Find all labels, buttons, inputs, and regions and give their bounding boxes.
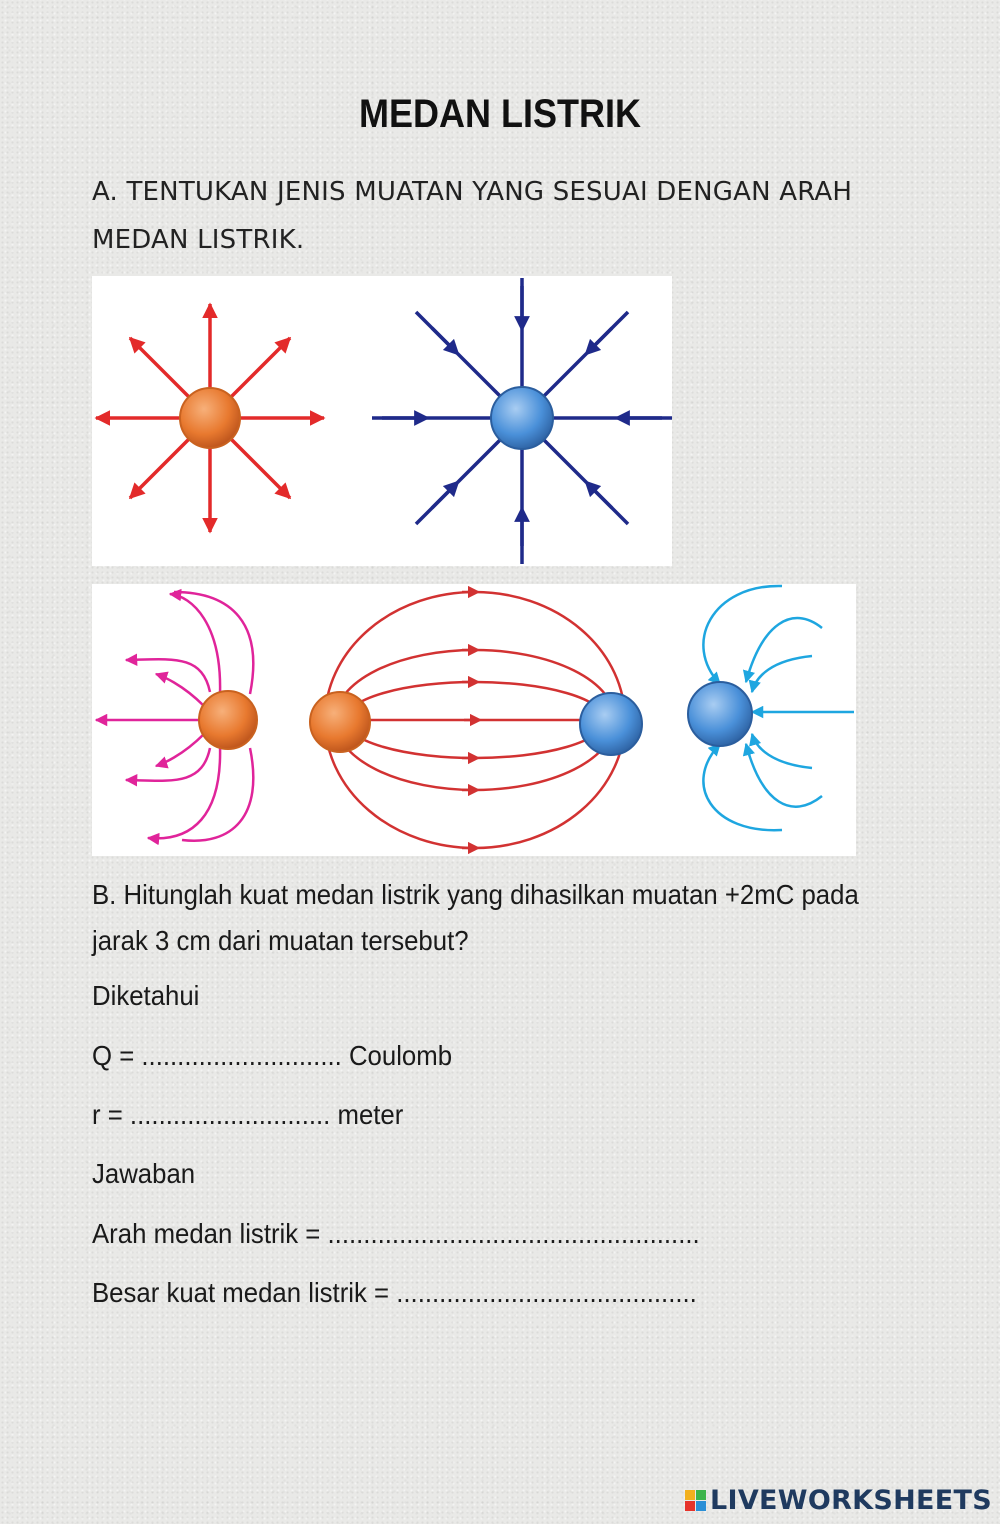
magenta-positive-charge (199, 691, 257, 749)
figure-single-charges (92, 276, 672, 566)
logo-square-2 (696, 1490, 706, 1500)
q-answer-line: Q = ............................ Coulomb (92, 1040, 453, 1071)
dipole-negative-charge (580, 693, 642, 755)
section-a-instruction: A. TENTUKAN JENIS MUATAN YANG SESUAI DENGAN ARAH MEDAN LISTRIK. (92, 177, 853, 255)
question-b: B. Hitunglah kuat medan listrik yang dihasilkan muatan +2mC pada jarak 3 cm dari muatan tersebut? (92, 879, 859, 956)
liveworksheets-logo[interactable] (685, 1480, 992, 1520)
page-title: MEDAN LISTRIK (358, 92, 641, 136)
r-answer-line: r = ............................ meter (92, 1099, 404, 1130)
besar-answer-line: Besar kuat medan listrik = .......................................... (92, 1277, 697, 1308)
dipole-positive-charge (310, 692, 370, 752)
logo-square-4 (696, 1501, 706, 1511)
positive-charge (180, 388, 240, 448)
diketahui-label: Diketahui (92, 980, 200, 1011)
negative-charge (491, 387, 553, 449)
logo-square-3 (685, 1501, 695, 1511)
logo-text: LIVEWORKSHEETS (709, 1484, 992, 1516)
cyan-negative-charge (688, 682, 752, 746)
jawaban-label: Jawaban (92, 1158, 196, 1189)
figure-field-patterns (92, 584, 856, 856)
logo-square-1 (685, 1490, 695, 1500)
arah-answer-line: Arah medan listrik = .................................................... (92, 1218, 700, 1249)
liveworksheets-logo-icon (685, 1490, 706, 1511)
